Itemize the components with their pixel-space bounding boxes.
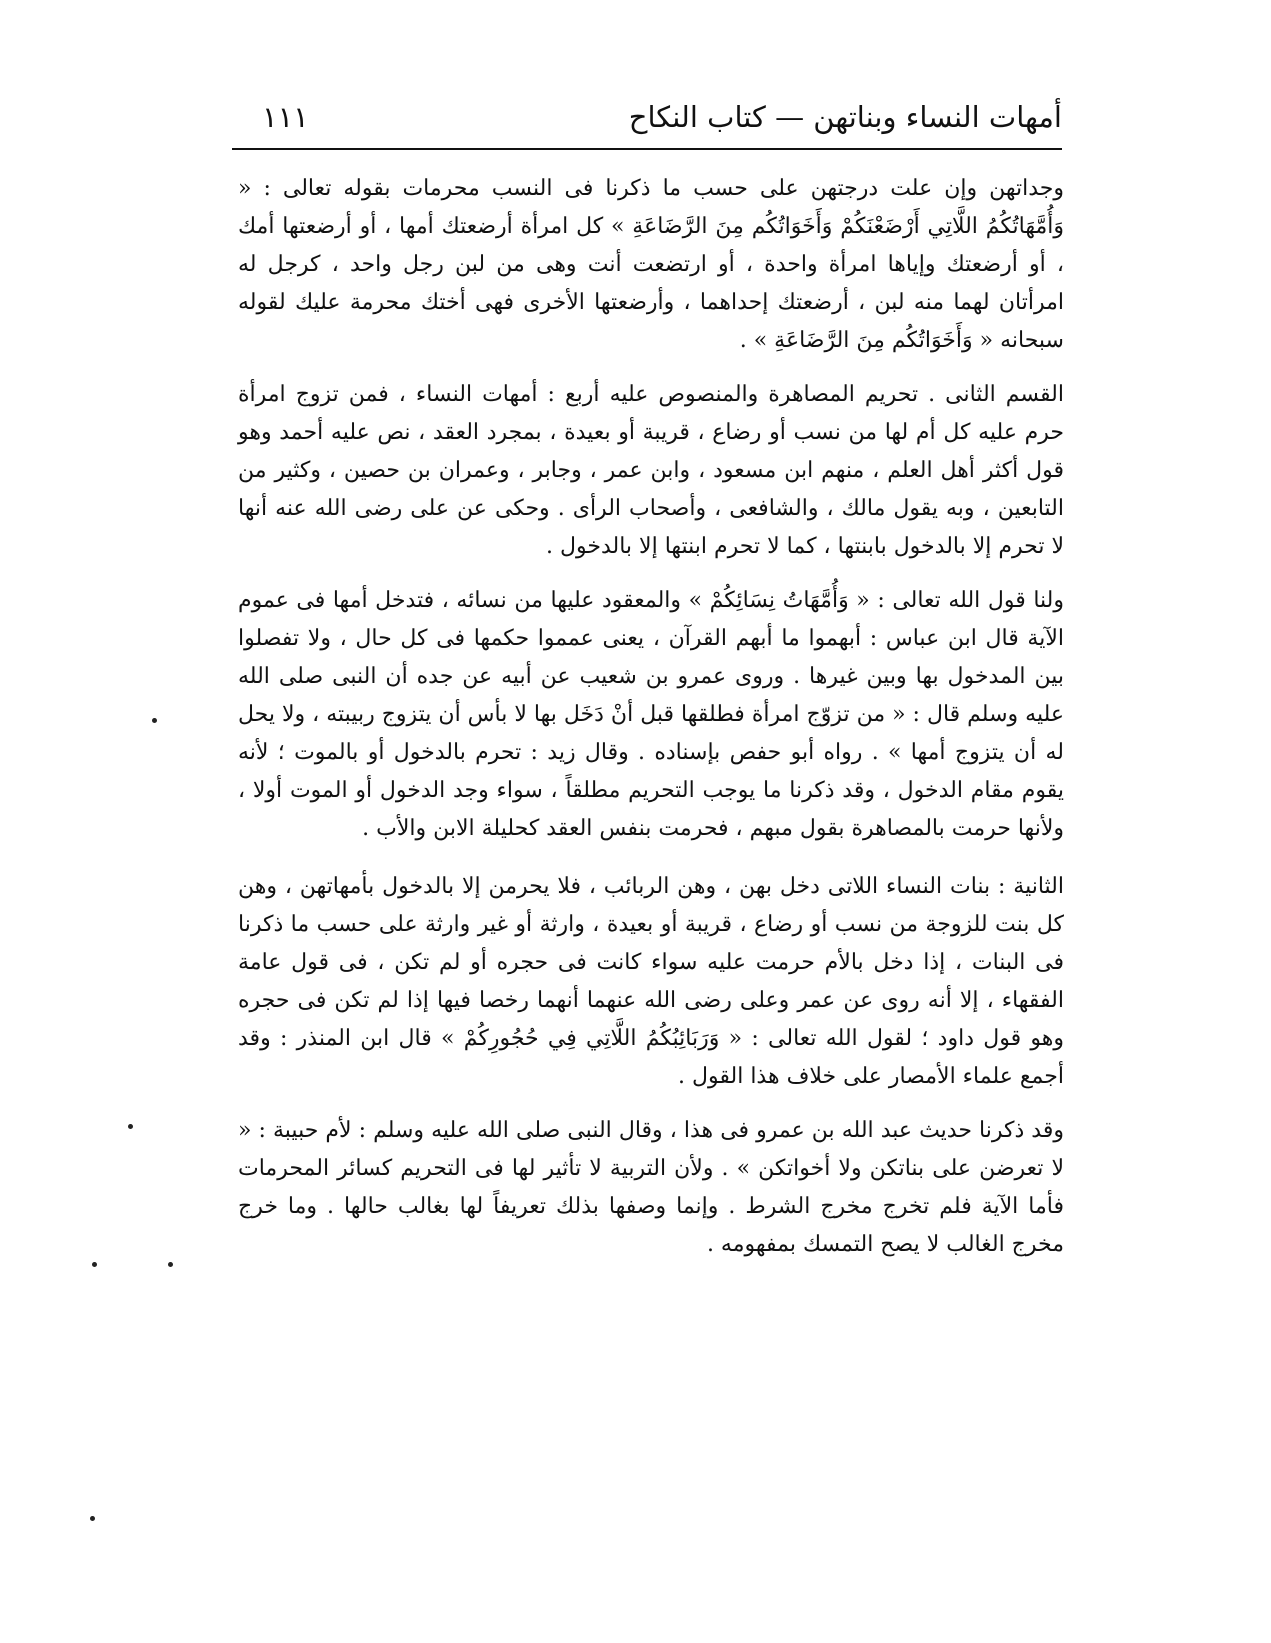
paragraph-5: وقد ذكرنا حديث عبد الله بن عمرو فى هذا ، وقال النبى صلى الله عليه وسلم : لأم حبيبة : « لا تعرضن على بناتكن ولا أخواتكن » . ولأن التربية لا تأثير لها فى التحريم كسائر المحرمات فأما الآية فلم تخرج مخرج الشرط . وإنما وصفها بذلك تعريفاً لها بغالب حالها . وما خرج مخرج الغالب لا يصح التمسك بمفهومه . [238, 1118, 1064, 1257]
paragraph-3: ولنا قول الله تعالى : « وَأُمَّهَاتُ نِسَائِكُمْ » والمعقود عليها من نسائه ، فتدخل أمها فى عموم الآية قال ابن عباس : أبهموا ما أبهم القرآن ، يعنى عمموا حكمها فى كل حال ، ولا تفصلوا بين المدخول بها وبين غيرها . وروى عمرو بن شعيب عن أبيه عن جده أن النبى صلى الله عليه وسلم قال : « من تزوّج امرأة فطلقها قبل أنْ دَخَل بها لا بأس أن يتزوج ربيبته ، ولا يحل له أن يتزوج أمها » . رواه أبو حفص بإسناده . وقال زيد : تحرم بالدخول أو بالموت ؛ لأنه يقوم مقام الدخول ، وقد ذكرنا ما يوجب التحريم مطلقاً ، سواء وجد الدخول أو الموت أولا ، ولأنها حرمت بالمصاهرة بقول مبهم ، فحرمت بنفس العقد كحليلة الابن والأب . [238, 588, 1064, 841]
running-head: أمهات النساء وبناتهن — كتاب النكاح [628, 100, 1062, 134]
scan-speck [92, 1262, 97, 1267]
body-text [238, 170, 1064, 1264]
scan-speck [90, 1516, 95, 1521]
header-rule [232, 148, 1062, 150]
paragraph-4: الثانية : بنات النساء اللاتى دخل بهن ، وهن الربائب ، فلا يحرمن إلا بالدخول بأمهاتهن ، وهن كل بنت للزوجة من نسب أو رضاع ، قريبة أو بعيدة ، وارثة أو غير وارثة على حسب ما ذكرنا فى البنات ، إذا دخل بالأم حرمت عليه سواء كانت فى حجره أو لم تكن ، فى قول عامة الفقهاء ، إلا أنه روى عن عمر وعلى رضى الله عنهما أنهما رخصا فيها إذا لم تكن فى حجره وهو قول داود ؛ لقول الله تعالى : « وَرَبَائِبُكُمُ اللَّاتِي فِي حُجُورِكُمْ » قال ابن المنذر : وقد أجمع علماء الأمصار على خلاف هذا القول . [238, 874, 1064, 1089]
paragraph-2: القسم الثانى . تحريم المصاهرة والمنصوص عليه أربع : أمهات النساء ، فمن تزوج امرأة حرم عليه كل أم لها من نسب أو رضاع ، قريبة أو بعيدة ، بمجرد العقد ، نص عليه أحمد وهو قول أكثر أهل العلم ، منهم ابن مسعود ، وابن عمر ، وجابر ، وعمران بن حصين ، وكثير من التابعين ، وبه يقول مالك ، والشافعى ، وأصحاب الرأى . وحكى عن على رضى الله عنه أنها لا تحرم إلا بالدخول بابنتها ، كما لا تحرم ابنتها إلا بالدخول . [238, 382, 1064, 559]
scan-speck [152, 718, 157, 723]
scan-speck [168, 1262, 173, 1267]
page-header [232, 92, 1062, 142]
scan-speck [128, 1124, 133, 1129]
page-number: ١١١ [262, 100, 309, 134]
paragraph-1: وجداتهن وإن علت درجتهن على حسب ما ذكرنا فى النسب محرمات بقوله تعالى : « وَأُمَّهَاتُكُمُ اللَّاتِي أَرْضَعْنَكُمْ وَأَخَوَاتُكُم مِنَ الرَّضَاعَةِ » كل امرأة أرضعتك أمها ، أو أرضعتها أمك ، أو أرضعتك وإياها امرأة واحدة ، أو ارتضعت أنت وهى من لبن رجل واحد ، كرجل له امرأتان لهما منه لبن ، أرضعتك إحداهما ، وأرضعتها الأخرى فهى أختك محرمة عليك لقوله سبحانه « وَأَخَوَاتُكُم مِنَ الرَّضَاعَةِ » . [238, 176, 1064, 353]
